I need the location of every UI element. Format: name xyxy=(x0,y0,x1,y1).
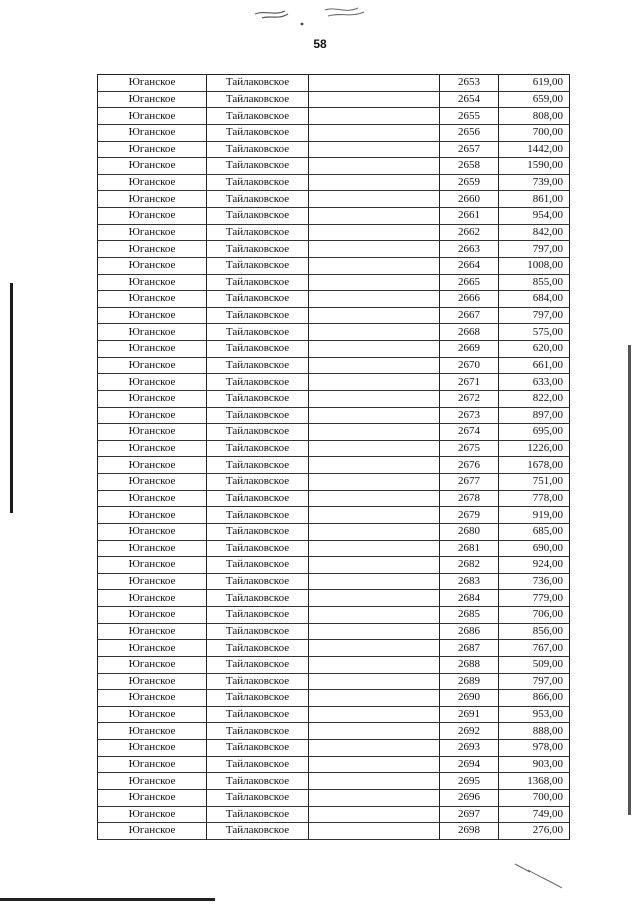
region-cell: Юганское xyxy=(98,390,207,407)
blank-cell xyxy=(309,208,440,225)
region-cell: Юганское xyxy=(98,174,207,191)
blank-cell xyxy=(309,174,440,191)
region-cell: Юганское xyxy=(98,257,207,274)
blank-cell xyxy=(309,241,440,258)
region-cell: Юганское xyxy=(98,557,207,574)
number-cell: 2661 xyxy=(440,208,499,225)
number-cell: 2693 xyxy=(440,740,499,757)
number-cell: 2653 xyxy=(440,75,499,92)
value-cell: 700,00 xyxy=(499,789,570,806)
value-cell: 808,00 xyxy=(499,108,570,125)
table-row xyxy=(98,374,570,391)
table-row xyxy=(98,75,570,92)
table-row xyxy=(98,307,570,324)
blank-cell xyxy=(309,108,440,125)
scan-bottom-line xyxy=(0,898,215,901)
number-cell: 2679 xyxy=(440,507,499,524)
field-cell: Тайлаковское xyxy=(207,257,309,274)
value-cell: 575,00 xyxy=(499,324,570,341)
field-cell: Тайлаковское xyxy=(207,91,309,108)
blank-cell xyxy=(309,357,440,374)
value-cell: 1008,00 xyxy=(499,257,570,274)
region-cell: Юганское xyxy=(98,324,207,341)
region-cell: Юганское xyxy=(98,291,207,308)
blank-cell xyxy=(309,607,440,624)
region-cell: Юганское xyxy=(98,507,207,524)
number-cell: 2672 xyxy=(440,390,499,407)
field-cell: Тайлаковское xyxy=(207,158,309,175)
blank-cell xyxy=(309,324,440,341)
blank-cell xyxy=(309,623,440,640)
region-cell: Юганское xyxy=(98,274,207,291)
blank-cell xyxy=(309,390,440,407)
field-cell: Тайлаковское xyxy=(207,773,309,790)
field-cell: Тайлаковское xyxy=(207,274,309,291)
table-row xyxy=(98,756,570,773)
table-row xyxy=(98,224,570,241)
region-cell: Юганское xyxy=(98,789,207,806)
value-cell: 797,00 xyxy=(499,307,570,324)
value-cell: 797,00 xyxy=(499,673,570,690)
region-cell: Юганское xyxy=(98,723,207,740)
table-row xyxy=(98,540,570,557)
number-cell: 2656 xyxy=(440,124,499,141)
number-cell: 2658 xyxy=(440,158,499,175)
region-cell: Юганское xyxy=(98,640,207,657)
table-row xyxy=(98,690,570,707)
region-cell: Юганское xyxy=(98,440,207,457)
blank-cell xyxy=(309,274,440,291)
table-row xyxy=(98,474,570,491)
table-row xyxy=(98,324,570,341)
number-cell: 2669 xyxy=(440,341,499,358)
field-cell: Тайлаковское xyxy=(207,557,309,574)
number-cell: 2692 xyxy=(440,723,499,740)
field-cell: Тайлаковское xyxy=(207,740,309,757)
table-row xyxy=(98,108,570,125)
blank-cell xyxy=(309,723,440,740)
field-cell: Тайлаковское xyxy=(207,108,309,125)
blank-cell xyxy=(309,158,440,175)
number-cell: 2662 xyxy=(440,224,499,241)
number-cell: 2695 xyxy=(440,773,499,790)
value-cell: 700,00 xyxy=(499,124,570,141)
table-row xyxy=(98,623,570,640)
table-row xyxy=(98,274,570,291)
field-cell: Тайлаковское xyxy=(207,208,309,225)
number-cell: 2657 xyxy=(440,141,499,158)
number-cell: 2685 xyxy=(440,607,499,624)
field-cell: Тайлаковское xyxy=(207,540,309,557)
table-row xyxy=(98,390,570,407)
value-cell: 1590,00 xyxy=(499,158,570,175)
number-cell: 2689 xyxy=(440,673,499,690)
region-cell: Юганское xyxy=(98,424,207,441)
table-row xyxy=(98,573,570,590)
field-cell: Тайлаковское xyxy=(207,307,309,324)
region-cell: Юганское xyxy=(98,307,207,324)
value-cell: 897,00 xyxy=(499,407,570,424)
table-row xyxy=(98,457,570,474)
region-cell: Юганское xyxy=(98,241,207,258)
table-row xyxy=(98,141,570,158)
value-cell: 855,00 xyxy=(499,274,570,291)
field-cell: Тайлаковское xyxy=(207,573,309,590)
table-row xyxy=(98,773,570,790)
field-cell: Тайлаковское xyxy=(207,806,309,823)
field-cell: Тайлаковское xyxy=(207,75,309,92)
region-cell: Юганское xyxy=(98,158,207,175)
number-cell: 2687 xyxy=(440,640,499,657)
blank-cell xyxy=(309,307,440,324)
table-row xyxy=(98,124,570,141)
blank-cell xyxy=(309,789,440,806)
number-cell: 2664 xyxy=(440,257,499,274)
blank-cell xyxy=(309,224,440,241)
region-cell: Юганское xyxy=(98,806,207,823)
value-cell: 509,00 xyxy=(499,656,570,673)
blank-cell xyxy=(309,91,440,108)
value-cell: 736,00 xyxy=(499,573,570,590)
field-cell: Тайлаковское xyxy=(207,673,309,690)
field-cell: Тайлаковское xyxy=(207,141,309,158)
blank-cell xyxy=(309,640,440,657)
blank-cell xyxy=(309,141,440,158)
blank-cell xyxy=(309,706,440,723)
field-cell: Тайлаковское xyxy=(207,440,309,457)
region-cell: Юганское xyxy=(98,773,207,790)
number-cell: 2698 xyxy=(440,823,499,840)
number-cell: 2655 xyxy=(440,108,499,125)
value-cell: 620,00 xyxy=(499,341,570,358)
number-cell: 2683 xyxy=(440,573,499,590)
blank-cell xyxy=(309,341,440,358)
table-row xyxy=(98,507,570,524)
value-cell: 751,00 xyxy=(499,474,570,491)
field-cell: Тайлаковское xyxy=(207,191,309,208)
data-table xyxy=(97,74,570,840)
page-number: 58 xyxy=(313,37,327,51)
blank-cell xyxy=(309,673,440,690)
region-cell: Юганское xyxy=(98,141,207,158)
field-cell: Тайлаковское xyxy=(207,424,309,441)
region-cell: Юганское xyxy=(98,490,207,507)
field-cell: Тайлаковское xyxy=(207,407,309,424)
blank-cell xyxy=(309,523,440,540)
table-row xyxy=(98,440,570,457)
table-row xyxy=(98,291,570,308)
field-cell: Тайлаковское xyxy=(207,291,309,308)
field-cell: Тайлаковское xyxy=(207,374,309,391)
region-cell: Юганское xyxy=(98,357,207,374)
number-cell: 2691 xyxy=(440,706,499,723)
field-cell: Тайлаковское xyxy=(207,124,309,141)
value-cell: 978,00 xyxy=(499,740,570,757)
number-cell: 2680 xyxy=(440,523,499,540)
value-cell: 797,00 xyxy=(499,241,570,258)
table-row xyxy=(98,424,570,441)
field-cell: Тайлаковское xyxy=(207,224,309,241)
value-cell: 1226,00 xyxy=(499,440,570,457)
number-cell: 2686 xyxy=(440,623,499,640)
field-cell: Тайлаковское xyxy=(207,457,309,474)
value-cell: 842,00 xyxy=(499,224,570,241)
table-row xyxy=(98,91,570,108)
field-cell: Тайлаковское xyxy=(207,241,309,258)
field-cell: Тайлаковское xyxy=(207,523,309,540)
value-cell: 276,00 xyxy=(499,823,570,840)
value-cell: 888,00 xyxy=(499,723,570,740)
number-cell: 2675 xyxy=(440,440,499,457)
blank-cell xyxy=(309,374,440,391)
value-cell: 739,00 xyxy=(499,174,570,191)
number-cell: 2671 xyxy=(440,374,499,391)
region-cell: Юганское xyxy=(98,75,207,92)
number-cell: 2670 xyxy=(440,357,499,374)
table-row xyxy=(98,806,570,823)
field-cell: Тайлаковское xyxy=(207,357,309,374)
region-cell: Юганское xyxy=(98,91,207,108)
value-cell: 706,00 xyxy=(499,607,570,624)
region-cell: Юганское xyxy=(98,407,207,424)
field-cell: Тайлаковское xyxy=(207,341,309,358)
region-cell: Юганское xyxy=(98,523,207,540)
field-cell: Тайлаковское xyxy=(207,656,309,673)
region-cell: Юганское xyxy=(98,756,207,773)
region-cell: Юганское xyxy=(98,191,207,208)
blank-cell xyxy=(309,407,440,424)
region-cell: Юганское xyxy=(98,590,207,607)
value-cell: 779,00 xyxy=(499,590,570,607)
blank-cell xyxy=(309,440,440,457)
number-cell: 2673 xyxy=(440,407,499,424)
blank-cell xyxy=(309,507,440,524)
scan-margin-line-right xyxy=(628,345,631,815)
field-cell: Тайлаковское xyxy=(207,390,309,407)
region-cell: Юганское xyxy=(98,474,207,491)
blank-cell xyxy=(309,540,440,557)
number-cell: 2694 xyxy=(440,756,499,773)
table-row xyxy=(98,490,570,507)
number-cell: 2666 xyxy=(440,291,499,308)
region-cell: Юганское xyxy=(98,823,207,840)
value-cell: 619,00 xyxy=(499,75,570,92)
blank-cell xyxy=(309,573,440,590)
field-cell: Тайлаковское xyxy=(207,823,309,840)
blank-cell xyxy=(309,806,440,823)
value-cell: 684,00 xyxy=(499,291,570,308)
table-row xyxy=(98,341,570,358)
blank-cell xyxy=(309,557,440,574)
region-cell: Юганское xyxy=(98,224,207,241)
number-cell: 2690 xyxy=(440,690,499,707)
value-cell: 778,00 xyxy=(499,490,570,507)
region-cell: Юганское xyxy=(98,706,207,723)
table-row xyxy=(98,241,570,258)
table-row xyxy=(98,723,570,740)
table-row xyxy=(98,523,570,540)
field-cell: Тайлаковское xyxy=(207,474,309,491)
value-cell: 1678,00 xyxy=(499,457,570,474)
field-cell: Тайлаковское xyxy=(207,789,309,806)
region-cell: Юганское xyxy=(98,374,207,391)
blank-cell xyxy=(309,823,440,840)
field-cell: Тайлаковское xyxy=(207,756,309,773)
table-row xyxy=(98,174,570,191)
region-cell: Юганское xyxy=(98,673,207,690)
number-cell: 2668 xyxy=(440,324,499,341)
blank-cell xyxy=(309,740,440,757)
blank-cell xyxy=(309,75,440,92)
blank-cell xyxy=(309,490,440,507)
table-row xyxy=(98,740,570,757)
value-cell: 749,00 xyxy=(499,806,570,823)
region-cell: Юганское xyxy=(98,623,207,640)
blank-cell xyxy=(309,590,440,607)
value-cell: 903,00 xyxy=(499,756,570,773)
field-cell: Тайлаковское xyxy=(207,623,309,640)
field-cell: Тайлаковское xyxy=(207,490,309,507)
value-cell: 856,00 xyxy=(499,623,570,640)
table-row xyxy=(98,407,570,424)
region-cell: Юганское xyxy=(98,607,207,624)
value-cell: 924,00 xyxy=(499,557,570,574)
table-row xyxy=(98,557,570,574)
field-cell: Тайлаковское xyxy=(207,590,309,607)
number-cell: 2659 xyxy=(440,174,499,191)
blank-cell xyxy=(309,773,440,790)
value-cell: 861,00 xyxy=(499,191,570,208)
field-cell: Тайлаковское xyxy=(207,706,309,723)
number-cell: 2677 xyxy=(440,474,499,491)
region-cell: Юганское xyxy=(98,108,207,125)
blank-cell xyxy=(309,257,440,274)
value-cell: 953,00 xyxy=(499,706,570,723)
value-cell: 919,00 xyxy=(499,507,570,524)
number-cell: 2696 xyxy=(440,789,499,806)
number-cell: 2674 xyxy=(440,424,499,441)
table-row xyxy=(98,257,570,274)
value-cell: 767,00 xyxy=(499,640,570,657)
value-cell: 866,00 xyxy=(499,690,570,707)
table-row xyxy=(98,607,570,624)
field-cell: Тайлаковское xyxy=(207,607,309,624)
value-cell: 695,00 xyxy=(499,424,570,441)
scan-smudge-bottom xyxy=(510,858,580,894)
field-cell: Тайлаковское xyxy=(207,507,309,524)
table-row xyxy=(98,706,570,723)
blank-cell xyxy=(309,457,440,474)
field-cell: Тайлаковское xyxy=(207,640,309,657)
region-cell: Юганское xyxy=(98,690,207,707)
value-cell: 822,00 xyxy=(499,390,570,407)
region-cell: Юганское xyxy=(98,124,207,141)
blank-cell xyxy=(309,656,440,673)
number-cell: 2697 xyxy=(440,806,499,823)
number-cell: 2688 xyxy=(440,656,499,673)
blank-cell xyxy=(309,291,440,308)
field-cell: Тайлаковское xyxy=(207,324,309,341)
blank-cell xyxy=(309,124,440,141)
value-cell: 1442,00 xyxy=(499,141,570,158)
table-row xyxy=(98,208,570,225)
table-row xyxy=(98,656,570,673)
number-cell: 2676 xyxy=(440,457,499,474)
scan-margin-line-left xyxy=(10,283,13,513)
number-cell: 2663 xyxy=(440,241,499,258)
blank-cell xyxy=(309,756,440,773)
region-cell: Юганское xyxy=(98,341,207,358)
number-cell: 2665 xyxy=(440,274,499,291)
value-cell: 661,00 xyxy=(499,357,570,374)
table-row xyxy=(98,823,570,840)
number-cell: 2682 xyxy=(440,557,499,574)
blank-cell xyxy=(309,424,440,441)
number-cell: 2660 xyxy=(440,191,499,208)
value-cell: 954,00 xyxy=(499,208,570,225)
value-cell: 685,00 xyxy=(499,523,570,540)
number-cell: 2684 xyxy=(440,590,499,607)
table-row xyxy=(98,357,570,374)
region-cell: Юганское xyxy=(98,208,207,225)
table-row xyxy=(98,673,570,690)
region-cell: Юганское xyxy=(98,457,207,474)
region-cell: Юганское xyxy=(98,740,207,757)
value-cell: 1368,00 xyxy=(499,773,570,790)
value-cell: 633,00 xyxy=(499,374,570,391)
table-row xyxy=(98,191,570,208)
blank-cell xyxy=(309,690,440,707)
table-row xyxy=(98,789,570,806)
field-cell: Тайлаковское xyxy=(207,174,309,191)
number-cell: 2681 xyxy=(440,540,499,557)
region-cell: Юганское xyxy=(98,656,207,673)
number-cell: 2667 xyxy=(440,307,499,324)
table-row xyxy=(98,590,570,607)
blank-cell xyxy=(309,191,440,208)
scan-smudge-top xyxy=(240,2,390,30)
number-cell: 2678 xyxy=(440,490,499,507)
number-cell: 2654 xyxy=(440,91,499,108)
table-row xyxy=(98,640,570,657)
table-row xyxy=(98,158,570,175)
field-cell: Тайлаковское xyxy=(207,690,309,707)
blank-cell xyxy=(309,474,440,491)
value-cell: 690,00 xyxy=(499,540,570,557)
field-cell: Тайлаковское xyxy=(207,723,309,740)
region-cell: Юганское xyxy=(98,540,207,557)
region-cell: Юганское xyxy=(98,573,207,590)
value-cell: 659,00 xyxy=(499,91,570,108)
